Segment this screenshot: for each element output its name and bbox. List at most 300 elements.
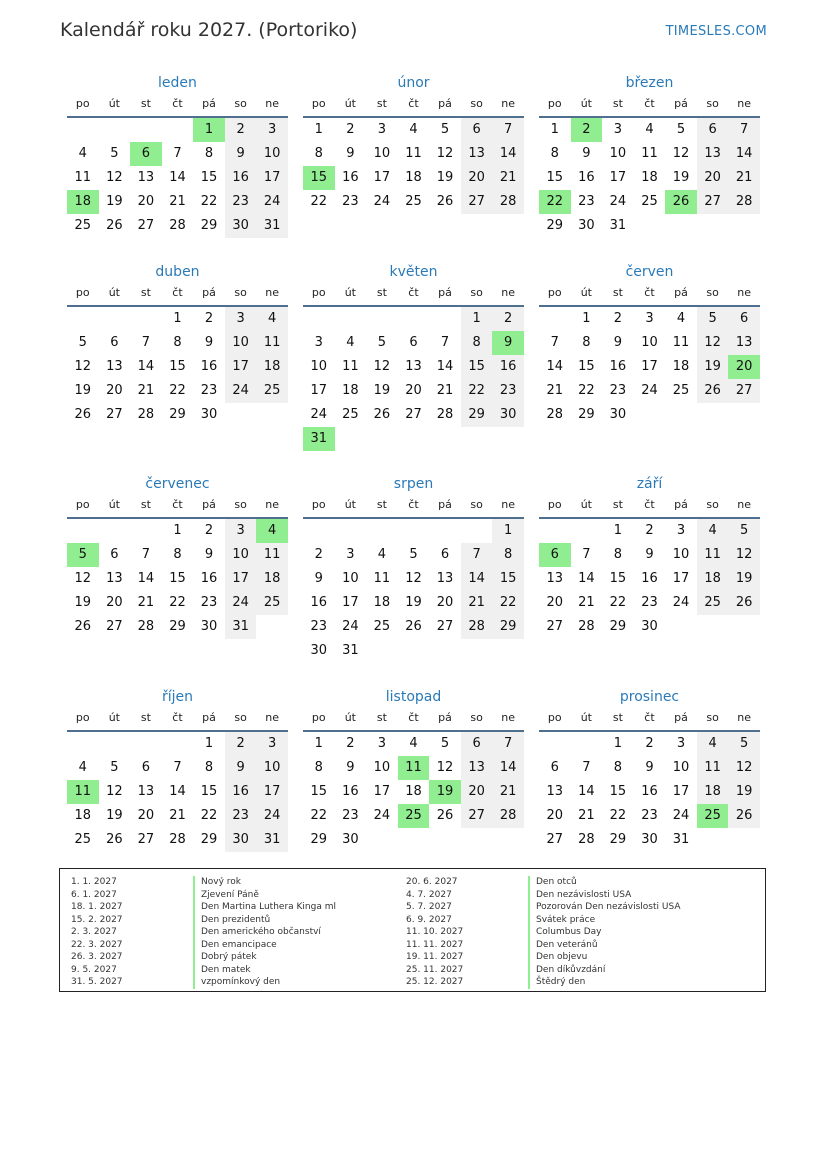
day-cell[interactable]: 7	[173, 146, 182, 161]
day-cell[interactable]: 11	[672, 335, 690, 350]
day-cell[interactable]: 13	[106, 359, 123, 374]
day-cell[interactable]: 26	[436, 194, 454, 209]
day-cell[interactable]: 28	[137, 407, 155, 422]
day-cell[interactable]: 10	[609, 146, 627, 161]
day-cell[interactable]: 28	[169, 832, 186, 847]
day-cell[interactable]: 14	[578, 784, 595, 799]
day-cell[interactable]: 14	[436, 359, 454, 374]
day-cell[interactable]: 28	[137, 619, 155, 634]
day-cell[interactable]: 3	[676, 736, 686, 751]
day-cell[interactable]: 18	[672, 359, 690, 374]
day-cell[interactable]: 15	[546, 170, 564, 185]
day-cell[interactable]: 29	[461, 403, 493, 427]
day-cell[interactable]: 26	[405, 619, 422, 634]
day-cell[interactable]: 20	[405, 383, 422, 398]
day-cell[interactable]: 13	[106, 571, 123, 586]
day-cell[interactable]: 22	[609, 595, 627, 610]
holiday-day-cell[interactable]: 11	[398, 756, 430, 780]
day-cell[interactable]: 13	[461, 142, 493, 166]
day-cell[interactable]: 17	[641, 359, 658, 374]
day-cell[interactable]: 7	[461, 543, 493, 567]
day-cell[interactable]: 4	[377, 547, 387, 562]
day-cell[interactable]: 18	[256, 567, 288, 591]
day-cell[interactable]: 29	[609, 832, 627, 847]
day-cell[interactable]: 24	[609, 194, 627, 209]
day-cell[interactable]: 10	[256, 142, 288, 166]
day-cell[interactable]: 27	[405, 407, 422, 422]
day-cell[interactable]: 3	[676, 523, 686, 538]
day-cell[interactable]: 14	[546, 359, 564, 374]
day-cell[interactable]: 1	[314, 736, 323, 751]
day-cell[interactable]: 17	[342, 595, 359, 610]
day-cell[interactable]: 19	[728, 567, 760, 591]
day-cell[interactable]: 5	[676, 122, 686, 137]
day-cell[interactable]: 8	[173, 335, 182, 350]
day-cell[interactable]: 16	[225, 780, 257, 804]
day-cell[interactable]: 9	[225, 756, 257, 780]
day-cell[interactable]: 12	[728, 756, 760, 780]
day-cell[interactable]: 11	[342, 359, 359, 374]
day-cell[interactable]: 11	[256, 331, 288, 355]
day-cell[interactable]: 31	[672, 832, 690, 847]
day-cell[interactable]: 26	[373, 407, 391, 422]
holiday-day-cell[interactable]: 5	[67, 543, 99, 567]
day-cell[interactable]: 5	[440, 122, 450, 137]
day-cell[interactable]: 14	[492, 756, 524, 780]
day-cell[interactable]: 25	[256, 591, 288, 615]
day-cell[interactable]: 19	[436, 170, 454, 185]
day-cell[interactable]: 9	[645, 760, 654, 775]
day-cell[interactable]: 7	[728, 118, 760, 142]
day-cell[interactable]: 12	[405, 571, 422, 586]
day-cell[interactable]: 21	[578, 808, 595, 823]
day-cell[interactable]: 30	[342, 832, 359, 847]
day-cell[interactable]: 21	[578, 595, 595, 610]
day-cell[interactable]: 28	[461, 615, 493, 639]
holiday-day-cell[interactable]: 2	[571, 118, 603, 142]
day-cell[interactable]: 7	[492, 118, 524, 142]
day-cell[interactable]: 12	[106, 170, 123, 185]
day-cell[interactable]: 31	[342, 643, 359, 658]
day-cell[interactable]: 16	[641, 784, 658, 799]
day-cell[interactable]: 15	[169, 359, 186, 374]
day-cell[interactable]: 16	[578, 170, 595, 185]
day-cell[interactable]: 10	[256, 756, 288, 780]
day-cell[interactable]: 27	[137, 218, 155, 233]
day-cell[interactable]: 10	[310, 359, 328, 374]
day-cell[interactable]: 14	[728, 142, 760, 166]
day-cell[interactable]: 26	[74, 407, 92, 422]
day-cell[interactable]: 2	[492, 307, 524, 331]
day-cell[interactable]: 31	[609, 218, 627, 233]
day-cell[interactable]: 16	[609, 359, 627, 374]
day-cell[interactable]: 30	[641, 832, 658, 847]
day-cell[interactable]: 1	[550, 122, 559, 137]
day-cell[interactable]: 9	[613, 335, 623, 350]
day-cell[interactable]: 1	[492, 519, 524, 543]
day-cell[interactable]: 24	[373, 194, 391, 209]
day-cell[interactable]: 16	[310, 595, 328, 610]
day-cell[interactable]: 14	[169, 784, 186, 799]
day-cell[interactable]: 11	[697, 543, 729, 567]
holiday-day-cell[interactable]: 22	[539, 190, 571, 214]
day-cell[interactable]: 17	[310, 383, 328, 398]
day-cell[interactable]: 26	[436, 808, 454, 823]
day-cell[interactable]: 14	[578, 571, 595, 586]
day-cell[interactable]: 3	[346, 547, 355, 562]
day-cell[interactable]: 23	[641, 808, 658, 823]
day-cell[interactable]: 28	[436, 407, 454, 422]
day-cell[interactable]: 7	[582, 760, 591, 775]
day-cell[interactable]: 12	[436, 146, 454, 161]
day-cell[interactable]: 12	[106, 784, 123, 799]
day-cell[interactable]: 23	[641, 595, 658, 610]
day-cell[interactable]: 11	[405, 146, 422, 161]
day-cell[interactable]: 1	[173, 523, 182, 538]
day-cell[interactable]: 9	[645, 547, 654, 562]
day-cell[interactable]: 23	[200, 595, 218, 610]
day-cell[interactable]: 30	[200, 619, 218, 634]
day-cell[interactable]: 4	[697, 519, 729, 543]
day-cell[interactable]: 13	[728, 331, 760, 355]
day-cell[interactable]: 17	[609, 170, 627, 185]
day-cell[interactable]: 9	[204, 335, 214, 350]
day-cell[interactable]: 10	[672, 547, 690, 562]
day-cell[interactable]: 4	[78, 146, 87, 161]
day-cell[interactable]: 6	[440, 547, 450, 562]
day-cell[interactable]: 11	[74, 170, 92, 185]
day-cell[interactable]: 23	[200, 383, 218, 398]
day-cell[interactable]: 1	[173, 311, 182, 326]
day-cell[interactable]: 13	[697, 142, 729, 166]
day-cell[interactable]: 8	[550, 146, 559, 161]
day-cell[interactable]: 22	[200, 808, 218, 823]
day-cell[interactable]: 19	[697, 355, 729, 379]
day-cell[interactable]: 1	[461, 307, 493, 331]
day-cell[interactable]: 18	[256, 355, 288, 379]
day-cell[interactable]: 10	[373, 146, 391, 161]
day-cell[interactable]: 20	[461, 166, 493, 190]
day-cell[interactable]: 26	[728, 804, 760, 828]
day-cell[interactable]: 29	[609, 619, 627, 634]
day-cell[interactable]: 18	[342, 383, 359, 398]
day-cell[interactable]: 27	[697, 190, 729, 214]
day-cell[interactable]: 21	[169, 808, 186, 823]
brand-link[interactable]: TIMESLES.COM	[665, 24, 767, 39]
day-cell[interactable]: 13	[546, 571, 564, 586]
day-cell[interactable]: 19	[106, 194, 123, 209]
day-cell[interactable]: 9	[346, 146, 355, 161]
day-cell[interactable]: 17	[256, 166, 288, 190]
day-cell[interactable]: 22	[578, 383, 595, 398]
day-cell[interactable]: 18	[697, 780, 729, 804]
day-cell[interactable]: 26	[697, 379, 729, 403]
day-cell[interactable]: 23	[225, 190, 257, 214]
day-cell[interactable]: 3	[645, 311, 654, 326]
day-cell[interactable]: 12	[672, 146, 690, 161]
day-cell[interactable]: 17	[373, 784, 391, 799]
day-cell[interactable]: 3	[314, 335, 323, 350]
day-cell[interactable]: 2	[645, 736, 654, 751]
day-cell[interactable]: 10	[225, 543, 257, 567]
day-cell[interactable]: 1	[613, 523, 623, 538]
day-cell[interactable]: 24	[225, 379, 257, 403]
day-cell[interactable]: 11	[641, 146, 658, 161]
day-cell[interactable]: 28	[169, 218, 186, 233]
day-cell[interactable]: 2	[314, 547, 323, 562]
day-cell[interactable]: 11	[256, 543, 288, 567]
day-cell[interactable]: 7	[550, 335, 559, 350]
day-cell[interactable]: 7	[173, 760, 182, 775]
day-cell[interactable]: 6	[728, 307, 760, 331]
day-cell[interactable]: 2	[204, 311, 214, 326]
day-cell[interactable]: 14	[461, 567, 493, 591]
day-cell[interactable]: 8	[173, 547, 182, 562]
day-cell[interactable]: 5	[409, 547, 418, 562]
day-cell[interactable]: 5	[697, 307, 729, 331]
day-cell[interactable]: 19	[74, 383, 92, 398]
day-cell[interactable]: 15	[609, 571, 627, 586]
day-cell[interactable]: 19	[405, 595, 422, 610]
day-cell[interactable]: 25	[641, 194, 658, 209]
holiday-day-cell[interactable]: 6	[130, 142, 162, 166]
day-cell[interactable]: 17	[672, 784, 690, 799]
day-cell[interactable]: 28	[578, 832, 595, 847]
day-cell[interactable]: 19	[373, 383, 391, 398]
day-cell[interactable]: 2	[225, 118, 257, 142]
day-cell[interactable]: 21	[492, 166, 524, 190]
day-cell[interactable]: 10	[373, 760, 391, 775]
day-cell[interactable]: 25	[697, 591, 729, 615]
day-cell[interactable]: 7	[141, 335, 151, 350]
day-cell[interactable]: 4	[409, 736, 418, 751]
day-cell[interactable]: 21	[137, 383, 155, 398]
day-cell[interactable]: 6	[110, 335, 119, 350]
day-cell[interactable]: 12	[74, 571, 92, 586]
day-cell[interactable]: 13	[461, 756, 493, 780]
day-cell[interactable]: 12	[373, 359, 391, 374]
day-cell[interactable]: 20	[106, 595, 123, 610]
day-cell[interactable]: 18	[641, 170, 658, 185]
day-cell[interactable]: 15	[200, 170, 218, 185]
day-cell[interactable]: 26	[74, 619, 92, 634]
day-cell[interactable]: 11	[373, 571, 391, 586]
day-cell[interactable]: 30	[641, 619, 658, 634]
day-cell[interactable]: 24	[256, 804, 288, 828]
holiday-day-cell[interactable]: 25	[398, 804, 430, 828]
day-cell[interactable]: 15	[578, 359, 595, 374]
day-cell[interactable]: 29	[578, 407, 595, 422]
day-cell[interactable]: 26	[106, 832, 123, 847]
day-cell[interactable]: 29	[200, 218, 218, 233]
day-cell[interactable]: 25	[342, 407, 359, 422]
day-cell[interactable]: 14	[169, 170, 186, 185]
day-cell[interactable]: 15	[461, 355, 493, 379]
day-cell[interactable]: 27	[728, 379, 760, 403]
day-cell[interactable]: 9	[204, 547, 214, 562]
holiday-day-cell[interactable]: 11	[67, 780, 99, 804]
day-cell[interactable]: 22	[492, 591, 524, 615]
day-cell[interactable]: 16	[200, 571, 218, 586]
day-cell[interactable]: 10	[672, 760, 690, 775]
day-cell[interactable]: 6	[110, 547, 119, 562]
day-cell[interactable]: 3	[256, 118, 288, 142]
day-cell[interactable]: 20	[697, 166, 729, 190]
day-cell[interactable]: 24	[225, 591, 257, 615]
day-cell[interactable]: 23	[609, 383, 627, 398]
day-cell[interactable]: 2	[645, 523, 654, 538]
day-cell[interactable]: 25	[672, 383, 690, 398]
day-cell[interactable]: 21	[492, 780, 524, 804]
day-cell[interactable]: 15	[169, 571, 186, 586]
day-cell[interactable]: 10	[225, 331, 257, 355]
day-cell[interactable]: 29	[310, 832, 328, 847]
holiday-day-cell[interactable]: 6	[539, 543, 571, 567]
day-cell[interactable]: 30	[310, 643, 328, 658]
day-cell[interactable]: 18	[74, 808, 92, 823]
day-cell[interactable]: 24	[672, 808, 690, 823]
day-cell[interactable]: 25	[256, 379, 288, 403]
day-cell[interactable]: 23	[578, 194, 595, 209]
day-cell[interactable]: 3	[225, 519, 257, 543]
day-cell[interactable]: 4	[645, 122, 654, 137]
day-cell[interactable]: 22	[200, 194, 218, 209]
day-cell[interactable]: 23	[225, 804, 257, 828]
day-cell[interactable]: 13	[137, 170, 155, 185]
day-cell[interactable]: 30	[225, 828, 257, 852]
day-cell[interactable]: 8	[204, 146, 214, 161]
day-cell[interactable]: 24	[256, 190, 288, 214]
day-cell[interactable]: 3	[256, 732, 288, 756]
day-cell[interactable]: 7	[440, 335, 450, 350]
day-cell[interactable]: 1	[204, 736, 214, 751]
day-cell[interactable]: 5	[440, 736, 450, 751]
day-cell[interactable]: 26	[728, 591, 760, 615]
day-cell[interactable]: 13	[546, 784, 564, 799]
day-cell[interactable]: 16	[225, 166, 257, 190]
day-cell[interactable]: 22	[310, 808, 328, 823]
day-cell[interactable]: 18	[697, 567, 729, 591]
day-cell[interactable]: 21	[169, 194, 186, 209]
day-cell[interactable]: 8	[204, 760, 214, 775]
day-cell[interactable]: 16	[342, 170, 359, 185]
day-cell[interactable]: 17	[373, 170, 391, 185]
day-cell[interactable]: 22	[461, 379, 493, 403]
day-cell[interactable]: 30	[578, 218, 595, 233]
day-cell[interactable]: 8	[613, 760, 623, 775]
day-cell[interactable]: 27	[436, 619, 454, 634]
day-cell[interactable]: 23	[492, 379, 524, 403]
day-cell[interactable]: 14	[137, 359, 155, 374]
day-cell[interactable]: 18	[405, 170, 422, 185]
day-cell[interactable]: 6	[461, 118, 493, 142]
day-cell[interactable]: 4	[409, 122, 418, 137]
day-cell[interactable]: 30	[609, 407, 627, 422]
day-cell[interactable]: 16	[492, 355, 524, 379]
holiday-day-cell[interactable]: 31	[303, 427, 335, 451]
day-cell[interactable]: 8	[314, 760, 323, 775]
day-cell[interactable]: 4	[346, 335, 355, 350]
day-cell[interactable]: 2	[346, 122, 355, 137]
day-cell[interactable]: 22	[310, 194, 328, 209]
day-cell[interactable]: 23	[310, 619, 328, 634]
day-cell[interactable]: 6	[550, 760, 559, 775]
day-cell[interactable]: 29	[169, 407, 186, 422]
day-cell[interactable]: 25	[74, 832, 92, 847]
day-cell[interactable]: 16	[641, 571, 658, 586]
day-cell[interactable]: 24	[641, 383, 658, 398]
day-cell[interactable]: 13	[405, 359, 422, 374]
day-cell[interactable]: 24	[672, 595, 690, 610]
day-cell[interactable]: 24	[342, 619, 359, 634]
day-cell[interactable]: 25	[373, 619, 391, 634]
day-cell[interactable]: 1	[613, 736, 623, 751]
day-cell[interactable]: 17	[225, 567, 257, 591]
day-cell[interactable]: 18	[373, 595, 391, 610]
day-cell[interactable]: 4	[697, 732, 729, 756]
day-cell[interactable]: 10	[342, 571, 359, 586]
day-cell[interactable]: 12	[697, 331, 729, 355]
day-cell[interactable]: 2	[225, 732, 257, 756]
day-cell[interactable]: 29	[492, 615, 524, 639]
day-cell[interactable]: 20	[106, 383, 123, 398]
day-cell[interactable]: 22	[169, 383, 186, 398]
holiday-day-cell[interactable]: 26	[665, 190, 697, 214]
day-cell[interactable]: 30	[225, 214, 257, 238]
day-cell[interactable]: 10	[641, 335, 658, 350]
day-cell[interactable]: 12	[728, 543, 760, 567]
day-cell[interactable]: 20	[461, 780, 493, 804]
day-cell[interactable]: 12	[436, 760, 454, 775]
day-cell[interactable]: 22	[609, 808, 627, 823]
day-cell[interactable]: 25	[405, 194, 422, 209]
day-cell[interactable]: 20	[137, 808, 155, 823]
day-cell[interactable]: 17	[225, 355, 257, 379]
day-cell[interactable]: 4	[78, 760, 87, 775]
day-cell[interactable]: 6	[697, 118, 729, 142]
day-cell[interactable]: 14	[137, 571, 155, 586]
holiday-day-cell[interactable]: 15	[303, 166, 335, 190]
day-cell[interactable]: 7	[492, 732, 524, 756]
day-cell[interactable]: 19	[106, 808, 123, 823]
day-cell[interactable]: 2	[346, 736, 355, 751]
day-cell[interactable]: 1	[314, 122, 323, 137]
holiday-day-cell[interactable]: 25	[697, 804, 729, 828]
day-cell[interactable]: 21	[137, 595, 155, 610]
day-cell[interactable]: 18	[405, 784, 422, 799]
holiday-day-cell[interactable]: 4	[256, 519, 288, 543]
day-cell[interactable]: 29	[200, 832, 218, 847]
day-cell[interactable]: 27	[106, 619, 123, 634]
day-cell[interactable]: 27	[546, 619, 564, 634]
day-cell[interactable]: 6	[461, 732, 493, 756]
day-cell[interactable]: 6	[409, 335, 418, 350]
day-cell[interactable]: 20	[546, 595, 564, 610]
day-cell[interactable]: 6	[141, 760, 151, 775]
day-cell[interactable]: 7	[141, 547, 151, 562]
day-cell[interactable]: 5	[110, 760, 119, 775]
holiday-day-cell[interactable]: 9	[492, 331, 524, 355]
day-cell[interactable]: 17	[672, 571, 690, 586]
day-cell[interactable]: 21	[728, 166, 760, 190]
day-cell[interactable]: 9	[225, 142, 257, 166]
day-cell[interactable]: 21	[436, 383, 454, 398]
holiday-day-cell[interactable]: 18	[67, 190, 99, 214]
day-cell[interactable]: 19	[672, 170, 690, 185]
day-cell[interactable]: 27	[461, 804, 493, 828]
day-cell[interactable]: 31	[225, 615, 257, 639]
holiday-day-cell[interactable]: 19	[429, 780, 461, 804]
